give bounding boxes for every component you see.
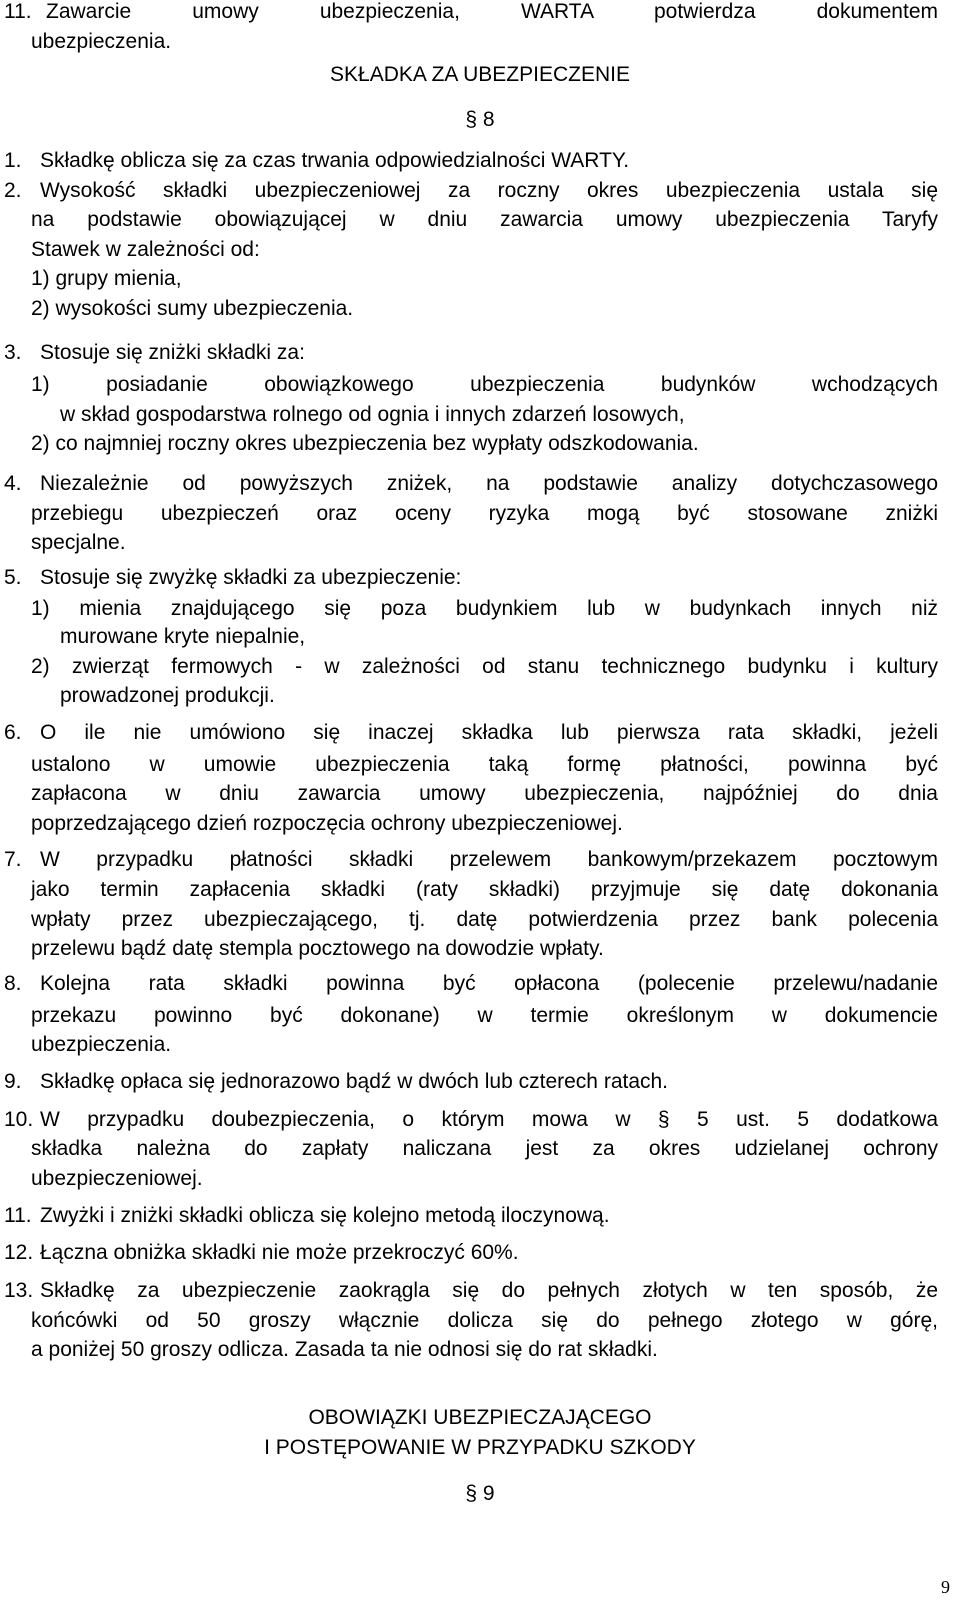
item-number: 11. <box>4 1204 32 1227</box>
paragraph-line: Zwyżki i zniżki składki oblicza się kolejno metodą iloczynową. <box>40 1204 610 1227</box>
sub-item: 2) co najmniej roczny okres ubezpieczenia bez wypłaty odszkodowania. <box>31 432 699 455</box>
page-number: 9 <box>941 1577 950 1597</box>
paragraph-line: W przypadku płatności składki przelewem bankowym/przekazem pocztowym <box>40 848 938 871</box>
item-number: 10. <box>4 1108 34 1131</box>
item-number: 2. <box>4 179 22 202</box>
paragraph-line: przelewu bądź datę stempla pocztowego na dowodzie wpłaty. <box>31 937 604 960</box>
paragraph-line: Kolejna rata składki powinna być opłacona (polecenie przelewu/nadanie <box>40 972 938 995</box>
section-title: SKŁADKA ZA UBEZPIECZENIE <box>330 63 630 86</box>
paragraph-line: ubezpieczeniowej. <box>31 1167 203 1190</box>
item-number: 1. <box>4 149 22 172</box>
paragraph-line: Niezależnie od powyższych zniżek, na podstawie analizy dotychczasowego <box>40 472 938 495</box>
item-number: 6. <box>4 721 22 744</box>
paragraph-line: specjalne. <box>31 531 126 554</box>
paragraph-line: Stosuje się zwyżkę składki za ubezpieczenie: <box>40 566 462 589</box>
paragraph-line: ubezpieczenia. <box>31 1033 172 1056</box>
paragraph-line: składka należna do zapłaty naliczana jest za okres udzielanej ochrony <box>31 1137 938 1160</box>
item-number: 4. <box>4 472 22 495</box>
sub-item: 2) zwierząt fermowych - w zależności od stanu technicznego budynku i kultury <box>31 655 938 678</box>
item-number: 7. <box>4 848 22 871</box>
paragraph-line: przebiegu ubezpieczeń oraz oceny ryzyka mogą być stosowane zniżki <box>31 502 938 525</box>
paragraph-line: Składkę opłaca się jednorazowo bądź w dwóch lub czterech ratach. <box>40 1070 669 1093</box>
item-number: 13. <box>4 1279 34 1302</box>
item-number: 3. <box>4 341 22 364</box>
paragraph-line: Składkę oblicza się za czas trwania odpowiedzialności WARTY. <box>40 149 630 172</box>
paragraph-line: wpłaty przez ubezpieczającego, tj. datę potwierdzenia przez bank polecenia <box>31 908 938 931</box>
paragraph-line: jako termin zapłacenia składki (raty składki) przyjmuje się datę dokonania <box>31 878 938 901</box>
paragraph-line: ustalono w umowie ubezpieczenia taką formę płatności, powinna być <box>31 753 938 776</box>
paragraph-line: końcówki od 50 groszy włącznie dolicza się do pełnego złotego w górę, <box>31 1309 938 1332</box>
sub-item: murowane kryte niepalnie, <box>60 625 306 648</box>
paragraph-line: Zawarcie umowy ubezpieczenia, WARTA potwierdza dokumentem <box>46 0 938 23</box>
paragraph-line: Stosuje się zniżki składki za: <box>40 341 305 364</box>
paragraph-line: a poniżej 50 groszy odlicza. Zasada ta nie odnosi się do rat składki. <box>31 1338 658 1361</box>
paragraph-line: ubezpieczenia. <box>31 30 172 53</box>
paragraph-line: poprzedzającego dzień rozpoczęcia ochrony ubezpieczeniowej. <box>31 812 623 835</box>
paragraph-line: przekazu powinno być dokonane) w termie określonym w dokumencie <box>31 1004 938 1027</box>
sub-item: prowadzonej produkcji. <box>60 684 275 707</box>
paragraph-line: W przypadku doubezpieczenia, o którym mowa w § 5 ust. 5 dodatkowa <box>40 1108 938 1131</box>
sub-item: 1) posiadanie obowiązkowego ubezpieczenia budynków wchodzących <box>31 373 938 396</box>
item-number: 8. <box>4 972 22 995</box>
sub-item: w skład gospodarstwa rolnego od ognia i innych zdarzeń losowych, <box>60 403 685 426</box>
paragraph-line: Wysokość składki ubezpieczeniowej za roczny okres ubezpieczenia ustala się <box>40 179 938 202</box>
paragraph-line: na podstawie obowiązującej w dniu zawarcia umowy ubezpieczenia Taryfy <box>31 208 938 231</box>
paragraph-line: Składkę za ubezpieczenie zaokrągla się do pełnych złotych w ten sposób, że <box>40 1279 938 1302</box>
section-sign: § 9 <box>465 1482 495 1505</box>
item-number: 5. <box>4 566 22 589</box>
sub-item: 2) wysokości sumy ubezpieczenia. <box>31 297 354 320</box>
sub-item: 1) grupy mienia, <box>31 267 182 290</box>
item-number: 9. <box>4 1070 22 1093</box>
section-title: OBOWIĄZKI UBEZPIECZAJĄCEGO <box>308 1406 652 1429</box>
section-sign: § 8 <box>465 108 495 131</box>
paragraph-line: O ile nie umówiono się inaczej składka lub pierwsza rata składki, jeżeli <box>40 721 938 744</box>
paragraph-line: Łączna obniżka składki nie może przekroczyć 60%. <box>40 1241 519 1264</box>
paragraph-line: Stawek w zależności od: <box>31 238 260 261</box>
section-title: I POSTĘPOWANIE W PRZYPADKU SZKODY <box>264 1436 696 1459</box>
sub-item: 1) mienia znajdującego się poza budynkiem lub w budynkach innych niż <box>31 597 938 620</box>
item-number: 12. <box>4 1241 34 1264</box>
paragraph-line: zapłacona w dniu zawarcia umowy ubezpieczenia, najpóźniej do dnia <box>31 782 938 805</box>
item-number: 11. <box>4 0 32 23</box>
